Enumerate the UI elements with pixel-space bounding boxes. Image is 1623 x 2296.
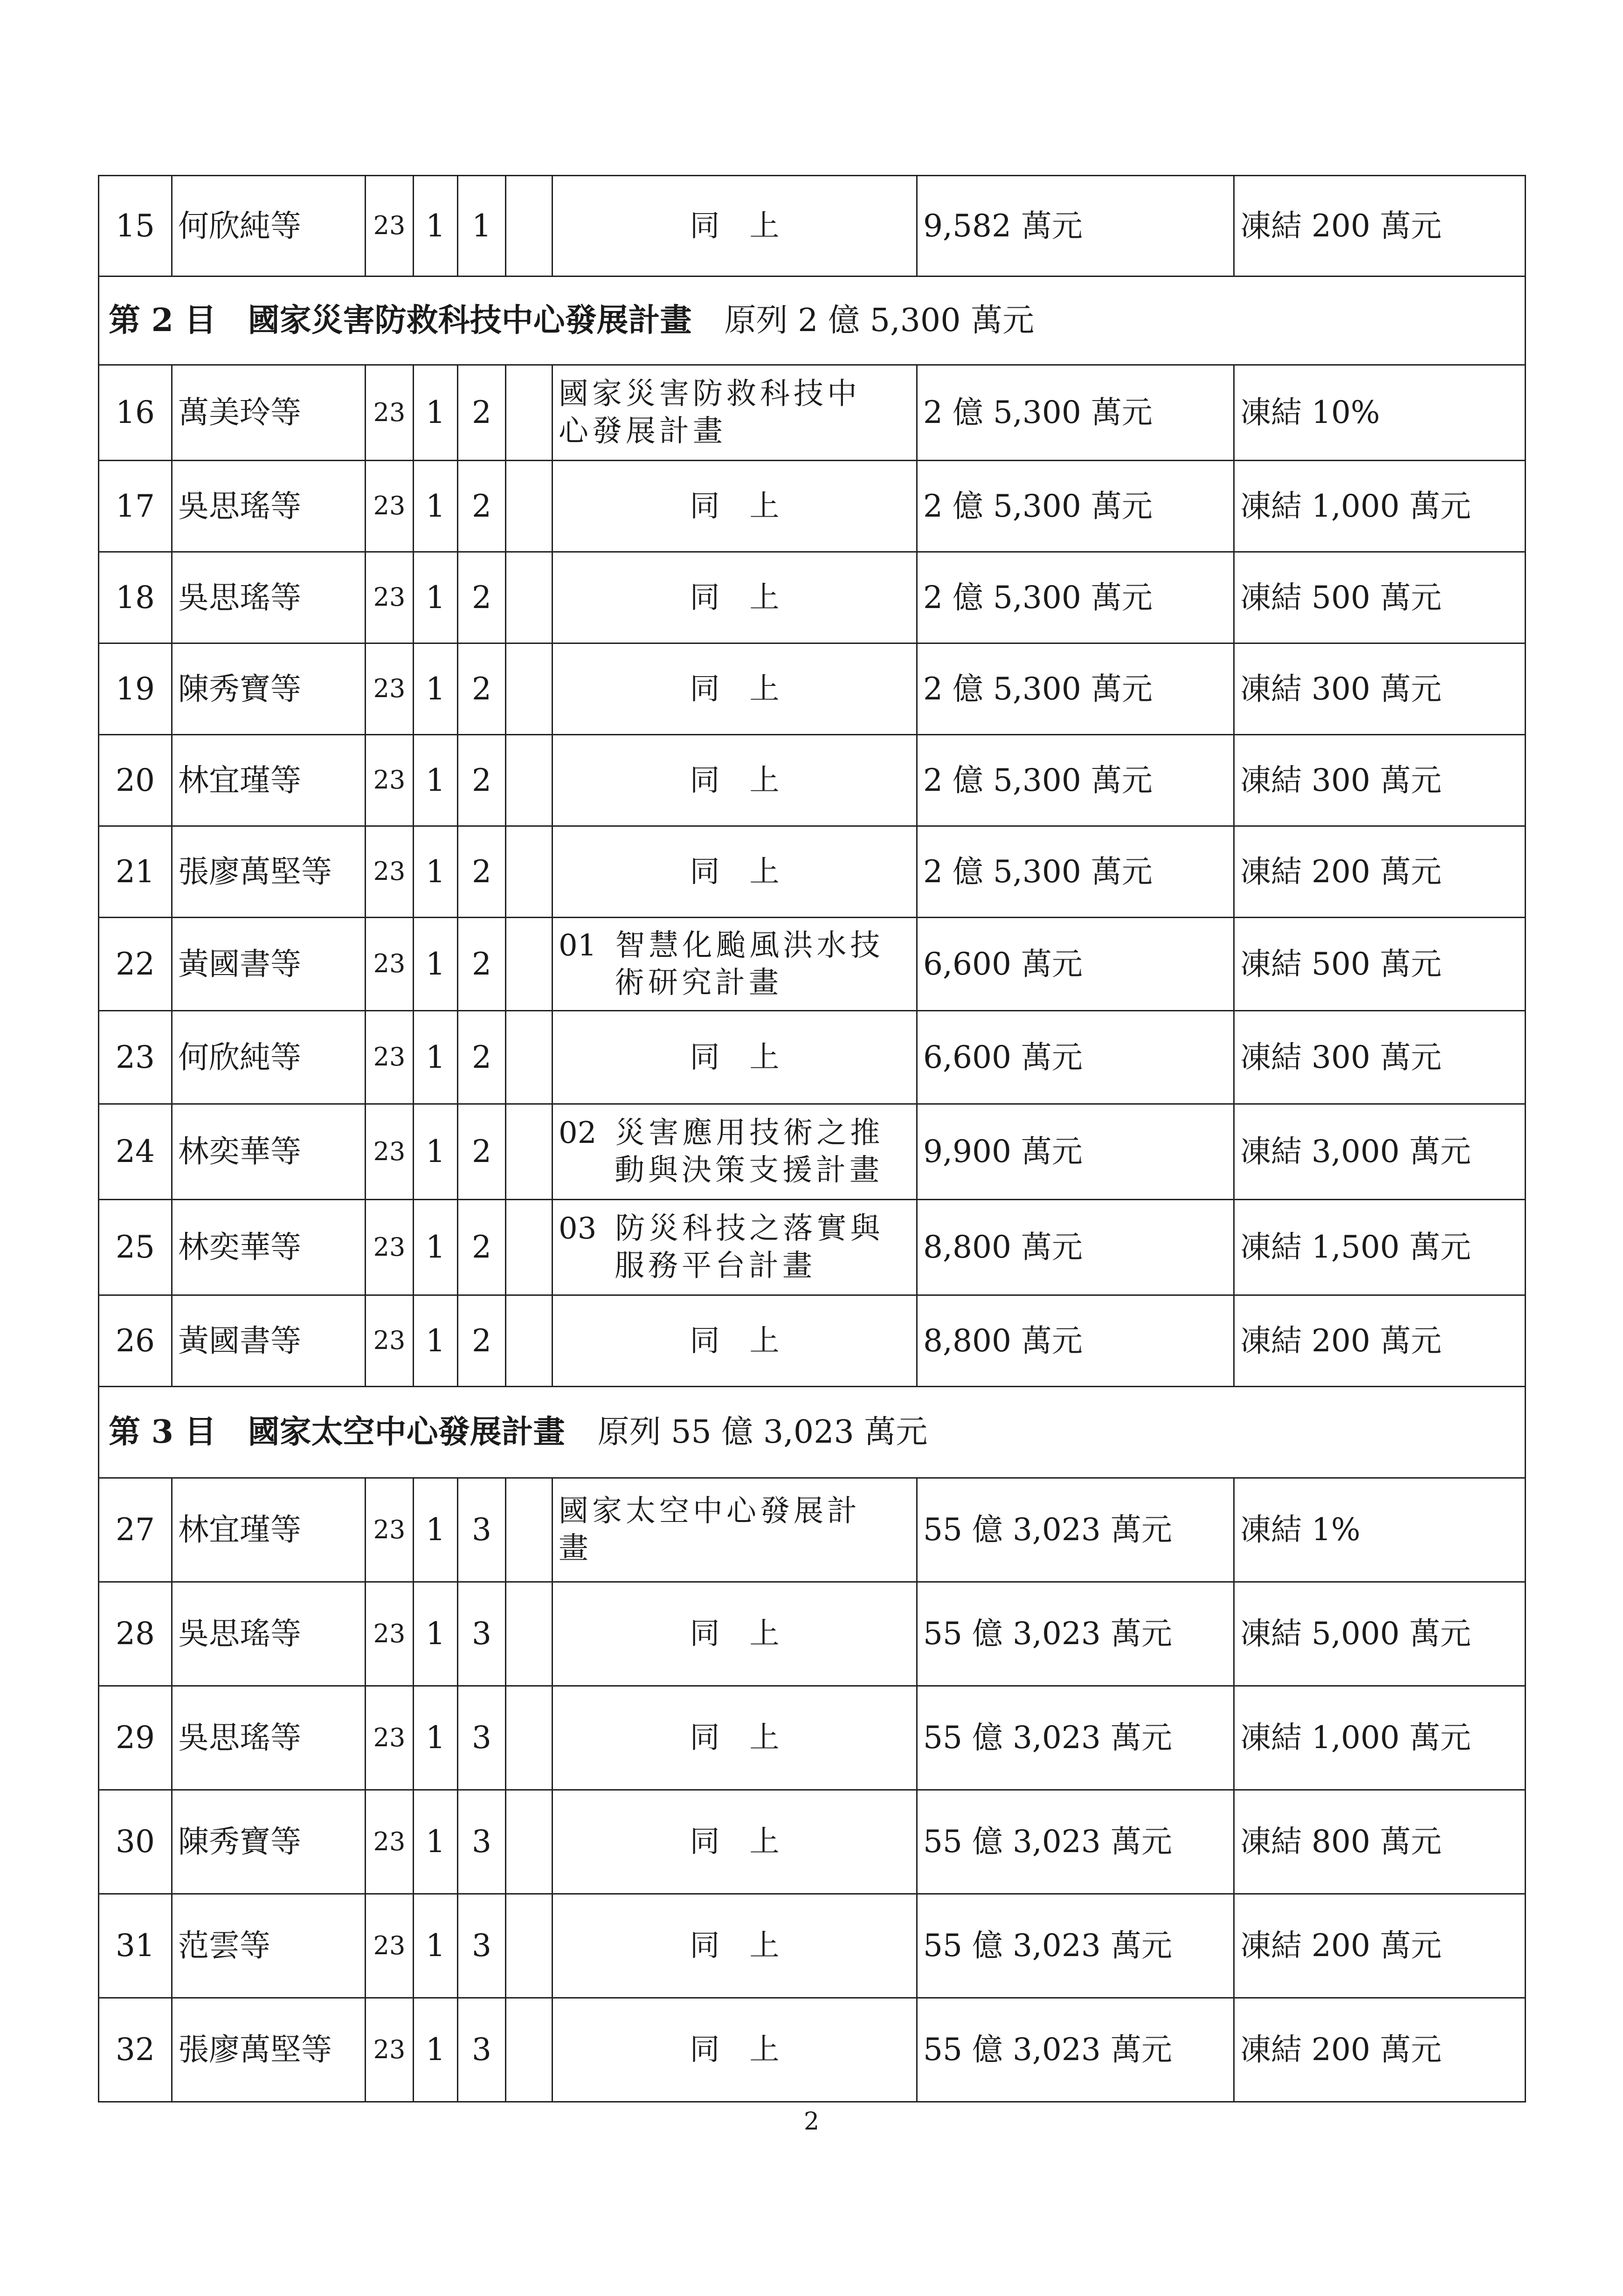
item-name bbox=[553, 1686, 917, 1790]
freeze-note: 凍結 10% bbox=[1234, 365, 1526, 461]
item-name-text: 同 上 bbox=[690, 763, 780, 798]
code-1: 1 bbox=[414, 1478, 458, 1582]
code-1: 1 bbox=[414, 643, 458, 735]
page-number: 2 bbox=[803, 2108, 820, 2136]
item-name-line-1: 災害應用技術之推 bbox=[615, 1116, 884, 1150]
budget-amount: 55 億 3,023 萬元 bbox=[917, 1478, 1234, 1582]
code-2: 2 bbox=[458, 365, 506, 461]
item-name bbox=[553, 552, 917, 643]
proposer-name: 張廖萬堅等 bbox=[172, 1998, 366, 2102]
code-1: 1 bbox=[414, 1295, 458, 1387]
table-body bbox=[99, 176, 1526, 2102]
proposer-name: 林宜瑾等 bbox=[172, 735, 366, 826]
item-name bbox=[553, 1894, 917, 1998]
code-1: 1 bbox=[414, 1790, 458, 1894]
blank-cell bbox=[506, 365, 553, 461]
code-1: 1 bbox=[414, 1894, 458, 1998]
code-2: 2 bbox=[458, 1104, 506, 1200]
proposer-name: 何欣純等 bbox=[172, 176, 366, 277]
page-ref: 23 bbox=[366, 918, 414, 1011]
proposer-name: 黃國書等 bbox=[172, 1295, 366, 1387]
code-2: 2 bbox=[458, 1295, 506, 1387]
section-title: 第 3 目 國家太空中心發展計畫 bbox=[109, 1413, 565, 1451]
freeze-note: 凍結 5,000 萬元 bbox=[1234, 1582, 1526, 1686]
item-name-text: 同 上 bbox=[690, 2033, 780, 2067]
row-number: 28 bbox=[99, 1582, 172, 1686]
budget-amount: 55 億 3,023 萬元 bbox=[917, 1894, 1234, 1998]
budget-amount: 2 億 5,300 萬元 bbox=[917, 461, 1234, 552]
code-2: 3 bbox=[458, 1478, 506, 1582]
item-name-text: 同 上 bbox=[690, 1323, 780, 1358]
code-1: 1 bbox=[414, 1686, 458, 1790]
item-name bbox=[553, 1104, 917, 1200]
page-ref: 23 bbox=[366, 1998, 414, 2102]
item-name-line-2: 動與決策支援計畫 bbox=[615, 1153, 883, 1188]
blank-cell bbox=[506, 1011, 553, 1104]
row-number: 16 bbox=[99, 365, 172, 461]
row-number: 20 bbox=[99, 735, 172, 826]
code-1: 1 bbox=[414, 1200, 458, 1295]
code-1: 1 bbox=[414, 1104, 458, 1200]
item-code: 02 bbox=[559, 1116, 597, 1150]
blank-cell bbox=[506, 1478, 553, 1582]
row-number: 18 bbox=[99, 552, 172, 643]
section-original-amount: 原列 55 億 3,023 萬元 bbox=[597, 1413, 928, 1451]
code-2: 3 bbox=[458, 1686, 506, 1790]
section-header bbox=[99, 277, 1526, 365]
section-header-row bbox=[99, 277, 1526, 365]
budget-amount: 9,900 萬元 bbox=[917, 1104, 1234, 1200]
code-1: 1 bbox=[414, 1582, 458, 1686]
proposer-name: 何欣純等 bbox=[172, 1011, 366, 1104]
item-name bbox=[553, 826, 917, 918]
budget-amount: 8,800 萬元 bbox=[917, 1200, 1234, 1295]
page-ref: 23 bbox=[366, 1894, 414, 1998]
blank-cell bbox=[506, 176, 553, 277]
page-ref: 23 bbox=[366, 176, 414, 277]
table-row bbox=[99, 1478, 1526, 1582]
item-name bbox=[553, 365, 917, 461]
item-code: 03 bbox=[559, 1211, 597, 1246]
freeze-note: 凍結 200 萬元 bbox=[1234, 1295, 1526, 1387]
row-number: 19 bbox=[99, 643, 172, 735]
code-1: 1 bbox=[414, 1998, 458, 2102]
item-name bbox=[553, 461, 917, 552]
row-number: 23 bbox=[99, 1011, 172, 1104]
page-ref: 23 bbox=[366, 1200, 414, 1295]
code-1: 1 bbox=[414, 918, 458, 1011]
proposer-name: 林奕華等 bbox=[172, 1104, 366, 1200]
page-ref: 23 bbox=[366, 552, 414, 643]
item-name bbox=[553, 918, 917, 1011]
row-number: 15 bbox=[99, 176, 172, 277]
table-row bbox=[99, 918, 1526, 1011]
budget-table bbox=[98, 175, 1526, 2102]
table-row bbox=[99, 1686, 1526, 1790]
budget-amount: 6,600 萬元 bbox=[917, 918, 1234, 1011]
code-2: 2 bbox=[458, 1011, 506, 1104]
freeze-note: 凍結 300 萬元 bbox=[1234, 735, 1526, 826]
blank-cell bbox=[506, 1790, 553, 1894]
page-ref: 23 bbox=[366, 1478, 414, 1582]
row-number: 30 bbox=[99, 1790, 172, 1894]
code-2: 2 bbox=[458, 735, 506, 826]
item-name-line-1: 防災科技之落實與 bbox=[615, 1211, 884, 1246]
freeze-note: 凍結 200 萬元 bbox=[1234, 176, 1526, 277]
page-ref: 23 bbox=[366, 1582, 414, 1686]
table-row bbox=[99, 1894, 1526, 1998]
item-name-line-2: 術研究計畫 bbox=[615, 965, 782, 1000]
section-header-row bbox=[99, 1387, 1526, 1478]
item-name-text: 同 上 bbox=[690, 671, 780, 706]
proposer-name: 萬美玲等 bbox=[172, 365, 366, 461]
table-row bbox=[99, 735, 1526, 826]
freeze-note: 凍結 1,000 萬元 bbox=[1234, 1686, 1526, 1790]
item-name bbox=[553, 1295, 917, 1387]
proposer-name: 吳思瑤等 bbox=[172, 461, 366, 552]
page-ref: 23 bbox=[366, 643, 414, 735]
table-row bbox=[99, 643, 1526, 735]
page-ref: 23 bbox=[366, 1104, 414, 1200]
table-row bbox=[99, 1790, 1526, 1894]
table-row bbox=[99, 461, 1526, 552]
code-2: 2 bbox=[458, 552, 506, 643]
item-name-text: 同 上 bbox=[690, 1929, 780, 1963]
item-name bbox=[553, 1478, 917, 1582]
table-row bbox=[99, 1998, 1526, 2102]
section-title: 第 2 目 國家災害防救科技中心發展計畫 bbox=[109, 301, 692, 339]
code-2: 2 bbox=[458, 1200, 506, 1295]
code-1: 1 bbox=[414, 176, 458, 277]
blank-cell bbox=[506, 1582, 553, 1686]
proposer-name: 陳秀寶等 bbox=[172, 643, 366, 735]
budget-amount: 2 億 5,300 萬元 bbox=[917, 643, 1234, 735]
item-name-text: 同 上 bbox=[690, 1825, 780, 1859]
budget-amount: 55 億 3,023 萬元 bbox=[917, 1998, 1234, 2102]
blank-cell bbox=[506, 461, 553, 552]
budget-amount: 55 億 3,023 萬元 bbox=[917, 1790, 1234, 1894]
row-number: 31 bbox=[99, 1894, 172, 1998]
freeze-note: 凍結 3,000 萬元 bbox=[1234, 1104, 1526, 1200]
row-number: 17 bbox=[99, 461, 172, 552]
item-code: 01 bbox=[559, 928, 597, 963]
blank-cell bbox=[506, 735, 553, 826]
blank-cell bbox=[506, 918, 553, 1011]
item-name bbox=[553, 1200, 917, 1295]
budget-amount: 2 億 5,300 萬元 bbox=[917, 552, 1234, 643]
code-1: 1 bbox=[414, 461, 458, 552]
item-name-text: 同 上 bbox=[690, 580, 780, 615]
freeze-note: 凍結 200 萬元 bbox=[1234, 1894, 1526, 1998]
freeze-note: 凍結 1,500 萬元 bbox=[1234, 1200, 1526, 1295]
row-number: 25 bbox=[99, 1200, 172, 1295]
item-name-text: 同 上 bbox=[690, 854, 780, 889]
item-name bbox=[553, 1998, 917, 2102]
budget-amount: 8,800 萬元 bbox=[917, 1295, 1234, 1387]
item-name-text: 同 上 bbox=[690, 208, 780, 243]
row-number: 32 bbox=[99, 1998, 172, 2102]
table-row bbox=[99, 1295, 1526, 1387]
proposer-name: 林奕華等 bbox=[172, 1200, 366, 1295]
proposer-name: 范雲等 bbox=[172, 1894, 366, 1998]
item-name-text: 同 上 bbox=[690, 1040, 780, 1075]
code-2: 3 bbox=[458, 1582, 506, 1686]
table-row bbox=[99, 365, 1526, 461]
blank-cell bbox=[506, 1200, 553, 1295]
blank-cell bbox=[506, 1104, 553, 1200]
code-1: 1 bbox=[414, 826, 458, 918]
row-number: 22 bbox=[99, 918, 172, 1011]
proposer-name: 林宜瑾等 bbox=[172, 1478, 366, 1582]
code-2: 3 bbox=[458, 1998, 506, 2102]
item-name-text: 同 上 bbox=[690, 1617, 780, 1651]
proposer-name: 吳思瑤等 bbox=[172, 1686, 366, 1790]
item-name-text: 同 上 bbox=[690, 1721, 780, 1755]
item-name bbox=[553, 735, 917, 826]
table-row bbox=[99, 176, 1526, 277]
section-original-amount: 原列 2 億 5,300 萬元 bbox=[724, 302, 1035, 339]
item-name bbox=[553, 176, 917, 277]
page-ref: 23 bbox=[366, 1011, 414, 1104]
row-number: 27 bbox=[99, 1478, 172, 1582]
proposer-name: 吳思瑤等 bbox=[172, 1582, 366, 1686]
table-row bbox=[99, 552, 1526, 643]
table-row bbox=[99, 1104, 1526, 1200]
table-row bbox=[99, 1582, 1526, 1686]
item-name-line-1: 國家太空中心發展計 bbox=[559, 1494, 861, 1528]
page-ref: 23 bbox=[366, 1295, 414, 1387]
row-number: 26 bbox=[99, 1295, 172, 1387]
freeze-note: 凍結 1,000 萬元 bbox=[1234, 461, 1526, 552]
budget-amount: 55 億 3,023 萬元 bbox=[917, 1686, 1234, 1790]
code-1: 1 bbox=[414, 1011, 458, 1104]
item-name-line-2: 畫 bbox=[559, 1531, 592, 1566]
budget-amount: 9,582 萬元 bbox=[917, 176, 1234, 277]
page-ref: 23 bbox=[366, 1790, 414, 1894]
item-name-line-2: 心發展計畫 bbox=[559, 414, 726, 449]
code-2: 3 bbox=[458, 1790, 506, 1894]
table-row bbox=[99, 826, 1526, 918]
proposer-name: 陳秀寶等 bbox=[172, 1790, 366, 1894]
item-name bbox=[553, 1011, 917, 1104]
item-name-line-2: 服務平台計畫 bbox=[615, 1249, 816, 1283]
table-row bbox=[99, 1200, 1526, 1295]
budget-amount: 6,600 萬元 bbox=[917, 1011, 1234, 1104]
code-2: 2 bbox=[458, 643, 506, 735]
blank-cell bbox=[506, 1998, 553, 2102]
blank-cell bbox=[506, 1894, 553, 1998]
row-number: 24 bbox=[99, 1104, 172, 1200]
blank-cell bbox=[506, 1686, 553, 1790]
code-1: 1 bbox=[414, 365, 458, 461]
code-2: 2 bbox=[458, 918, 506, 1011]
freeze-note: 凍結 300 萬元 bbox=[1234, 643, 1526, 735]
item-name-line-1: 智慧化颱風洪水技 bbox=[615, 928, 884, 963]
budget-amount: 55 億 3,023 萬元 bbox=[917, 1582, 1234, 1686]
code-1: 1 bbox=[414, 552, 458, 643]
code-1: 1 bbox=[414, 735, 458, 826]
blank-cell bbox=[506, 1295, 553, 1387]
code-2: 1 bbox=[458, 176, 506, 277]
section-header bbox=[99, 1387, 1526, 1478]
freeze-note: 凍結 200 萬元 bbox=[1234, 1998, 1526, 2102]
proposer-name: 黃國書等 bbox=[172, 918, 366, 1011]
code-2: 2 bbox=[458, 826, 506, 918]
freeze-note: 凍結 500 萬元 bbox=[1234, 918, 1526, 1011]
budget-amount: 2 億 5,300 萬元 bbox=[917, 735, 1234, 826]
item-name bbox=[553, 643, 917, 735]
blank-cell bbox=[506, 826, 553, 918]
blank-cell bbox=[506, 643, 553, 735]
freeze-note: 凍結 200 萬元 bbox=[1234, 826, 1526, 918]
item-name bbox=[553, 1790, 917, 1894]
freeze-note: 凍結 500 萬元 bbox=[1234, 552, 1526, 643]
item-name bbox=[553, 1582, 917, 1686]
page-ref: 23 bbox=[366, 365, 414, 461]
budget-amount: 2 億 5,300 萬元 bbox=[917, 826, 1234, 918]
freeze-note: 凍結 300 萬元 bbox=[1234, 1011, 1526, 1104]
code-2: 2 bbox=[458, 461, 506, 552]
budget-amount: 2 億 5,300 萬元 bbox=[917, 365, 1234, 461]
code-2: 3 bbox=[458, 1894, 506, 1998]
page-ref: 23 bbox=[366, 826, 414, 918]
proposer-name: 吳思瑤等 bbox=[172, 552, 366, 643]
proposer-name: 張廖萬堅等 bbox=[172, 826, 366, 918]
freeze-note: 凍結 800 萬元 bbox=[1234, 1790, 1526, 1894]
page-ref: 23 bbox=[366, 735, 414, 826]
item-name-line-1: 國家災害防救科技中 bbox=[559, 377, 861, 411]
item-name-text: 同 上 bbox=[690, 489, 780, 524]
row-number: 21 bbox=[99, 826, 172, 918]
freeze-note: 凍結 1% bbox=[1234, 1478, 1526, 1582]
page-ref: 23 bbox=[366, 1686, 414, 1790]
table-row bbox=[99, 1011, 1526, 1104]
blank-cell bbox=[506, 552, 553, 643]
page-ref: 23 bbox=[366, 461, 414, 552]
row-number: 29 bbox=[99, 1686, 172, 1790]
